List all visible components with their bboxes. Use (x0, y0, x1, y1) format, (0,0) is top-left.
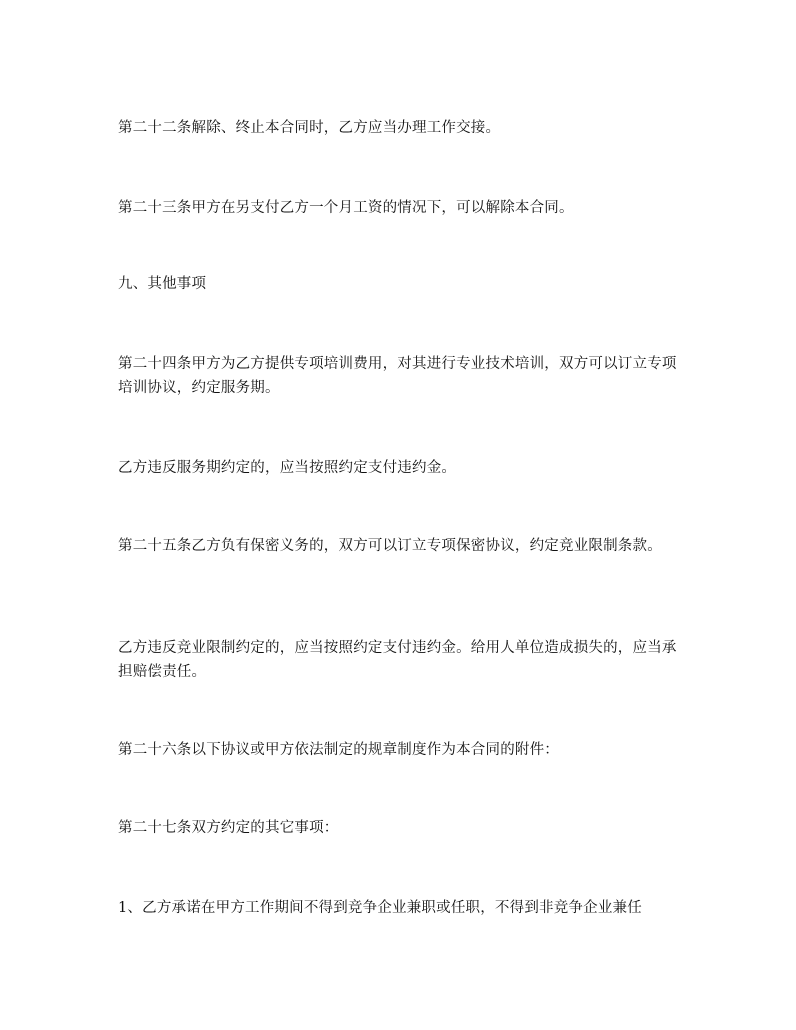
clause-24: 第二十四条甲方为乙方提供专项培训费用，对其进行专业技术培训，双方可以订立专项培训协议，约定服务期。 (118, 356, 677, 396)
clause-22: 第二十二条解除、终止本合同时，乙方应当办理工作交接。 (118, 120, 501, 136)
clause-25: 第二十五条乙方负有保密义务的，双方可以订立专项保密协议，约定竞业限制条款。 (118, 538, 662, 554)
non-compete-breach-paragraph: 乙方违反竞业限制约定的，应当按照约定支付违约金。给用人单位造成损失的，应当承担赔偿责任。 (118, 640, 677, 680)
item-1: 1、乙方承诺在甲方工作期间不得到竞争企业兼职或任职，不得到非竞争企业兼任 (118, 900, 642, 916)
clause-26: 第二十六条以下协议或甲方依法制定的规章制度作为本合同的附件： (118, 742, 559, 758)
service-period-breach-paragraph: 乙方违反服务期约定的，应当按照约定支付违约金。 (118, 460, 457, 476)
section-heading-other-matters: 九、其他事项 (118, 276, 207, 292)
clause-27: 第二十七条双方约定的其它事项： (118, 820, 339, 836)
clause-23: 第二十三条甲方在另支付乙方一个月工资的情况下，可以解除本合同。 (118, 200, 574, 216)
